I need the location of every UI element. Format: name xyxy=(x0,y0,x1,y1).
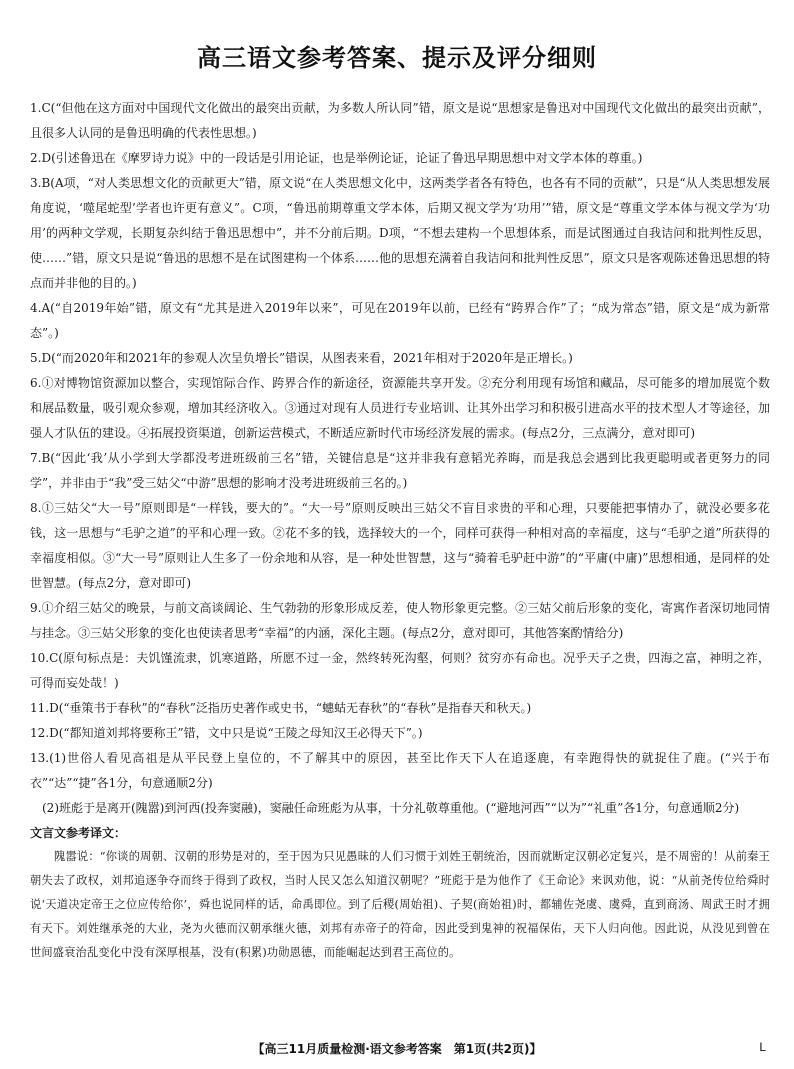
answer-item-5: 5.D(“而2020年和2021年的参观人次呈负增长”错误，从图表来看，2021年相对于2020年是正增长。) xyxy=(30,351,573,365)
answer-item-9: 9.①介绍三姑父的晚景，与前文高谈阔论、生气勃勃的形象形成反差，使人物形象更完整。②三姑父前后形象的变化，寄寓作者深切地同情与挂念。③三姑父形象的变化也使读者思考“幸福”的内涵，深化主题。(每点2分，意对即可，其他答案酌情给分) xyxy=(30,601,770,640)
answer-item-7: 7.B(“因此‘我’从小学到大学都没考进班级前三名”错，关键信息是“这并非我有意韬光养晦，而是我总会遇到比我更聪明或者更努力的同学”，并非由于“我”受三姑父“中游”思想的影响才没考进班级前三名的。) xyxy=(30,451,770,490)
answer-item-1: 1.C(“但他在这方面对中国现代文化做出的最突出贡献，为多数人所认同”错，原文是说“思想家是鲁迅对中国现代文化做出的最突出贡献”，且很多人认同的是鲁迅明确的代表性思想。) xyxy=(30,101,770,140)
answer-item-12: 12.D(“都知道刘邦将要称王”错，文中只是说“王陵之母知汉王必得天下”。) xyxy=(30,726,423,740)
answer-item-8: 8.①三姑父“大一号”原则即是“一样钱，要大的”。“大一号”原则反映出三姑父不盲目求贵的平和心理，只要能把事情办了，就没必要多花钱，这一思想与“毛驴之道”的平和心理一致。②花不多的钱，选择较大的一个，同样可获得一种相对高的幸福度，这与“毛驴之道”所获得的幸福度相似。③“大一号”原则让人生多了一份余地和从容，是一种处世智慧，这与“骑着毛驴赶中游”的“平庸(中庸)”思想相通，是同样的处世智慧。(每点2分，意对即可) xyxy=(30,501,770,590)
page-footer: 【高三11月质量检测·语文参考答案 第1页(共2页)】 xyxy=(252,1042,542,1056)
answer-item-4: 4.A(“自2019年始”错，原文有“尤其是进入2019年以来”，可见在2019年以前，已经有“跨界合作”了；“成为常态”错，原文是“成为新常态”。) xyxy=(30,301,770,340)
answer-content xyxy=(30,96,770,965)
answer-item-6: 6.①对博物馆资源加以整合，实现馆际合作、跨界合作的新途径，资源能共享开发。②充分利用现有场馆和藏品，尽可能多的增加展览个数和展品数量，吸引观众参观，增加其经济收入。③通过对现有人员进行专业培训、让其外出学习和积极引进高水平的技术型人才等途径，加强人才队伍的建设。④拓展投资渠道，创新运营模式，不断适应新时代市场经济发展的需求。(每点2分，三点满分，意对即可) xyxy=(30,376,770,440)
answer-item-13-2: (2)班彪于是离开(隗嚣)到河西(投奔窦融)，窦融任命班彪为从事，十分礼敬尊重他。(“避地河西”“以为”“礼重”各1分，句意通顺2分) xyxy=(42,801,740,815)
answer-item-13-1: 13.(1)世俗人看见高祖是从平民登上皇位的，不了解其中的原因，甚至比作天下人在追逐鹿，有幸跑得快的就捉住了鹿。(“兴于布衣”“达”“捷”各1分，句意通顺2分) xyxy=(30,751,770,790)
page-title: 高三语文参考答案、提示及评分细则 xyxy=(197,44,597,72)
answer-item-11: 11.D(“垂策书于春秋”的“春秋”泛指历史著作或史书，“蟪蛄无春秋”的“春秋”是指春天和秋天。) xyxy=(30,701,532,715)
answer-item-2: 2.D(引述鲁迅在《摩罗诗力说》中的一段话是引用论证，也是举例论证，论证了鲁迅早期思想中对文学本体的尊重。) xyxy=(30,151,643,165)
translation-heading: 文言文参考译文： xyxy=(30,826,127,840)
footer-mark: L xyxy=(759,1040,766,1054)
translation-text: 隗嚣说：“你谈的周朝、汉朝的形势是对的，至于因为只见愚昧的人们习惯于刘姓王朝统治，因而就断定汉朝必定复兴，是不周密的！从前秦王朝失去了政权，刘邦追逐争夺而终于得到了政权，当时人民又怎么知道汉朝呢？”班彪于是为他作了《王命论》来讽劝他，说：“从前尧传位给舜时说‘天道决定帝王之位应传给你’，舜也说同样的话，命禹即位。到了后稷(周始祖)、子契(商始祖)时，都辅佐尧虞、虞舜，直到商汤、周武王时才拥有天下。刘姓继承尧的大业，尧为火德而汉朝承继火德，刘邦有赤帝子的符命，因此受到鬼神的祝福保佑，天下人归向他。因此说，从没见到曾在世间盛衰治乱变化中没有深厚根基，没有(积累)功勋恩德，而能崛起达到君王高位的。 xyxy=(30,850,770,959)
answer-item-3: 3.B(A项，“对人类思想文化的贡献更大”错，原文说“在人类思想文化中，这两类学者各有特色，也各有不同的贡献”，只是“从人类思想发展角度说，‘噬尾蛇型’学者也许更有意义”。C项，“鲁迅前期尊重文学本体，后期又视文学为‘功用’”错，原文是“尊重文学本体与视文学为‘功用’的两种文学观，长期复杂纠结于鲁迅思想中”，并不分前后期。D项，“不想去建构一个思想体系，而是试图通过自我诘问和批判性反思，使……”错，原文只是说“鲁迅的思想不是在试图建构一个体系……他的思想充满着自我诘问和批判性反思”，原文只是客观陈述鲁迅思想的特点而并非他的目的。) xyxy=(30,176,770,290)
answer-item-10: 10.C(原句标点是：夫饥馑流隶，饥寒道路，所愿不过一金，然终转死沟壑，何则？贫穷亦有命也。况乎天子之贵，四海之富，神明之祚，可得而妄处哉！) xyxy=(30,651,770,690)
